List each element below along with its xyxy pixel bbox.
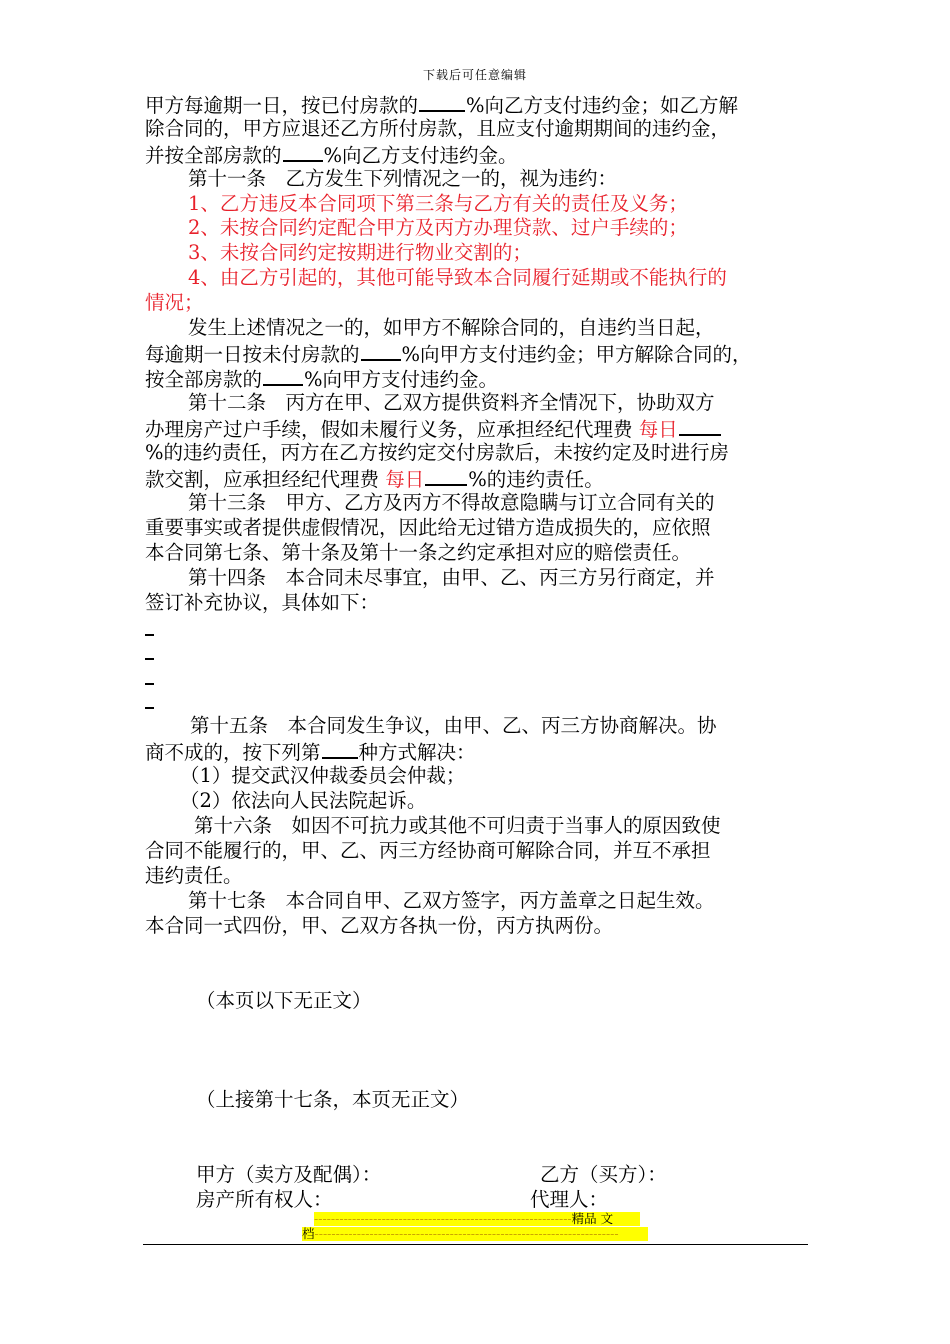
fill-blank xyxy=(361,341,401,361)
text-line: 商不成的，按下列第 种方式解决： xyxy=(145,741,476,764)
article-11-heading: 第十一条 乙方发生下列情况之一的，视为违约： xyxy=(188,167,618,190)
text-line: 款交割，应承担经纪代理费 每日 %的违约责任。 xyxy=(145,468,604,491)
option-1: （1）提交武汉仲裁委员会仲裁； xyxy=(180,764,466,787)
text-line: 发生上述情况之一的，如甲方不解除合同的，自违约当日起， xyxy=(188,316,715,339)
article-16-heading: 第十六条 如因不可抗力或其他不可归责于当事人的原因致使 xyxy=(194,814,721,837)
text-line: 每逾期一日按未付房款的 %向甲方支付违约金；甲方解除合同的， xyxy=(145,343,752,366)
fill-blank xyxy=(322,739,358,759)
text-line: 甲方每逾期一日，按已付房款的 %向乙方支付违约金；如乙方解 xyxy=(145,94,739,117)
blank-line-marker xyxy=(145,634,154,636)
red-clause-3: 3、未按合同约定按期进行物业交割的； xyxy=(188,241,532,264)
blank-line-marker xyxy=(145,707,154,709)
footer-rule xyxy=(143,1244,808,1245)
article-17-heading: 第十七条 本合同自甲、乙双方签字，丙方盖章之日起生效。 xyxy=(188,889,715,912)
blank-line-marker xyxy=(145,683,154,685)
text-line: 并按全部房款的 %向乙方支付违约金。 xyxy=(145,144,518,167)
party-b-signature-label: 乙方（买方）： xyxy=(540,1163,667,1186)
red-clause-4-cont: 情况； xyxy=(145,291,204,314)
red-clause-2: 2、未按合同约定配合甲方及丙方办理贷款、过户手续的； xyxy=(188,216,688,239)
fill-blank xyxy=(419,92,465,112)
fill-blank xyxy=(283,142,323,162)
text-line: 除合同的，甲方应退还乙方所付房款，且应支付逾期期间的违约金， xyxy=(145,117,731,140)
footer-highlight-bottom: 档------------------------------------------------------------------------ xyxy=(302,1227,648,1241)
agent-signature-label: 代理人： xyxy=(530,1188,609,1211)
fill-blank xyxy=(425,466,467,486)
text-line: 合同不能履行的，甲、乙、丙三方经协商可解除合同，并互不承担 xyxy=(145,839,711,862)
blank-line-marker xyxy=(145,658,154,660)
text-line: 本合同第七条、第十条及第十一条之约定承担对应的赔偿责任。 xyxy=(145,541,692,564)
owner-signature-label: 房产所有权人： xyxy=(196,1188,333,1211)
footer-highlight-top: -------------------------------------------------------------精品 文 xyxy=(314,1212,640,1226)
text-line: %的违约责任，丙方在乙方按约定交付房款后，未按约定及时进行房 xyxy=(145,441,730,464)
red-clause-4: 4、由乙方引起的，其他可能导致本合同履行延期或不能执行的 xyxy=(188,266,727,289)
option-2: （2）依法向人民法院起诉。 xyxy=(180,789,427,812)
fill-blank xyxy=(679,416,721,436)
text-line: 本合同一式四份，甲、乙双方各执一份，丙方执两份。 xyxy=(145,914,614,937)
fill-blank xyxy=(263,366,303,386)
article-12-heading: 第十二条 丙方在甲、乙双方提供资料齐全情况下，协助双方 xyxy=(188,391,715,414)
text-line: 签订补充协议，具体如下： xyxy=(145,591,380,614)
article-15-heading: 第十五条 本合同发生争议，由甲、乙、丙三方协商解决。协 xyxy=(190,714,717,737)
no-text-note: （本页以下无正文） xyxy=(196,989,372,1012)
article-13-heading: 第十三条 甲方、乙方及丙方不得故意隐瞒与订立合同有关的 xyxy=(188,491,715,514)
party-a-signature-label: 甲方（卖方及配偶）： xyxy=(196,1163,382,1186)
text-line: 违约责任。 xyxy=(145,864,243,887)
page-header: 下载后可任意编辑 xyxy=(422,68,527,82)
article-14-heading: 第十四条 本合同未尽事宜，由甲、乙、丙三方另行商定，并 xyxy=(188,566,715,589)
continuation-note: （上接第十七条，本页无正文） xyxy=(196,1088,470,1111)
red-clause-1: 1、乙方违反本合同项下第三条与乙方有关的责任及义务； xyxy=(188,192,688,215)
text-line: 办理房产过户手续，假如未履行义务，应承担经纪代理费 每日 xyxy=(145,416,722,442)
text-line: 重要事实或者提供虚假情况，因此给无过错方造成损失的，应依照 xyxy=(145,516,711,539)
text-line: 按全部房款的 %向甲方支付违约金。 xyxy=(145,368,499,391)
